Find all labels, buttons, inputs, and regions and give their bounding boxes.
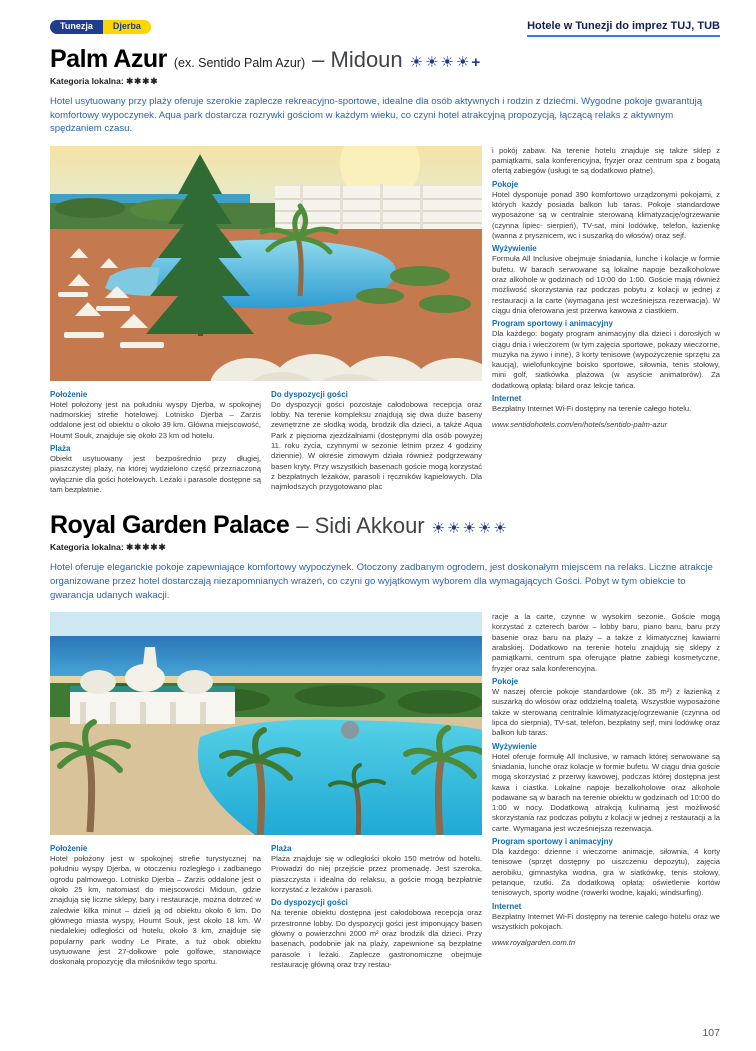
palm-azur-photo	[50, 146, 482, 381]
hotel-section-royal-garden	[50, 511, 720, 970]
local-category: Kategoria lokalna: ✱✱✱✱	[50, 76, 159, 86]
hotel-intro: Hotel usytuowany przy plaży oferuje szerokie zaplecze rekreacyjno-sportowe, idealne dla osób aktywnych i rodzin z dziećmi. Wygodne pokoje gwarantują komfortowy wypoczynek. Aqua park dostarcza rozrywki gościom w każdym wieku, co czyni hotel atrakcyjną propozycją, łączącą relaks z aktywnym spędzaniem czasu.	[50, 96, 703, 135]
continuation-text: racje a la carte, czynne w wysokim sezonie. Goście mogą korzystać z czterech barów – lobby baru, piano baru, baru przy basenie oraz baru na plaży – a także z klimatycznej kawiarni arabskiej. Dodatkowo na terenie hotelu znajdują się sklepy z pamiątkami, centrum spa oferujące płatne zabiegi kosmetyczne, fryzjer oraz sala konferencyjna.	[492, 612, 720, 673]
below-photo-columns	[50, 390, 482, 496]
section-heading: Pokoje	[492, 677, 519, 687]
sea	[50, 636, 482, 680]
section-text: Hotel dysponuje ponad 390 komfortowo urządzonymi pokojami, z których każdy posiada balkon lub taras. Pokoje standardowe wyposażone są w centralnie sterowaną klimatyzację/ogrzewanie (czynna lipiec- sierpień), TV-sat, mini lodówkę, telefon, łazienkę (wanna z prysznicem, wc i suszarką do włosów) oraz sejf.	[492, 189, 720, 241]
section-heading: Do dyspozycji gości	[271, 898, 348, 908]
header-title: Hotele w Tunezji do imprez TUJ, TUB	[527, 20, 720, 37]
section-text: Bezpłatny Internet Wi-Fi dostępny na terenie całego hotelu.	[492, 404, 692, 414]
hotel-name: Royal Garden Palace	[50, 511, 290, 540]
section-text: Formuła All Inclusive obejmuje śniadania, lunche i kolacje w formie bufetu. W barach serwowane są lokalne napoje bezalkoholowe oraz alkohole w godzinach od 10:00 do 1:00. Goście mają również możliwość skorzystania raz podczas pobytu z kolacji w jednej z restauracji a la carte (wymagana jest wcześniejsza rezerwacja). W ciągu dnia oferowana jest przerwa kawowa z ciastkiem.	[492, 254, 720, 315]
page-number: 107	[702, 1027, 720, 1039]
right-text-column	[492, 612, 720, 970]
hotel-content-grid	[50, 612, 720, 970]
section-heading: Plaża	[271, 844, 292, 854]
section-heading: Położenie	[50, 844, 88, 854]
category-stars: ✱✱✱✱	[126, 76, 159, 86]
section-heading: Pokoje	[492, 179, 519, 189]
section-heading: Położenie	[50, 389, 88, 399]
hotel-location: – Midoun	[312, 47, 403, 72]
hotel-location: – Sidi Akkour	[296, 513, 425, 539]
section-heading: Do dyspozycji gości	[271, 389, 348, 399]
section-heading: Internet	[492, 394, 522, 404]
section-heading: Internet	[492, 901, 522, 911]
region-tag: Djerba	[103, 20, 151, 34]
section-text: Dla każdego: bogaty program animacyjny dla dzieci i dorosłych w ciągu dnia i wieczorem (w tym zajęcia sportowe, pokazy wieczorne, muzyka na żywo i inne), 3 korty tenisowe (wypożyczenie sprzętu za kaucją), wielofunkcyjne boisko sportowe, siłownia, tenis stołowy, mini golf, siatkówka plażowa (w asyście animatorów). Za dodatkową opłatą: bilard oraz lekcje tańca.	[492, 329, 720, 390]
fountain-sphere	[341, 721, 359, 739]
left-area	[50, 612, 482, 970]
section-text: Na terenie obiektu dostępna jest całodobowa recepcja oraz przestronne lobby. Do dyspozycji gości jest imponujący basen główny o powierzchni 2000 m² oraz brodzik dla dzieci. Przy basenach, podobnie jak na plaży, zapewnione są bezpłatne parasole i leżaki. Zaplecze gastronomiczne obejmuje restaurację główną oraz trzy restau-	[271, 908, 482, 969]
column-polozenie-plaza	[50, 390, 261, 496]
hotel-website-link[interactable]: www.sentidohotels.com/en/hotels/sentido-palm-azur	[492, 420, 668, 430]
section-heading: Program sportowy i animacyjny	[492, 837, 613, 847]
section-text: W naszej ofercie pokoje standardowe (ok. 35 m²) z łazienką z suszarką do włosów oraz oddzielną toaletą. Wszystkie wyposażone także w sterowaną centralnie klimatyzację/ogrzewanie (czynna od lipca do sierpnia), TV-sat, telefon, bezpłatny sejf, mini lodówkę oraz balkon lub taras.	[492, 687, 720, 738]
hotel-ex-name: (ex. Sentido Palm Azur)	[173, 56, 306, 70]
rating-plus: +	[471, 54, 483, 71]
continuation-text: i pokój zabaw. Na terenie hotelu znajduje się także sklep z pamiątkami, sala konferencyjna, fryzjer oraz centrum spa z bogatą ofertą zabiegów (usługi te są dodatkowo płatne).	[492, 145, 720, 176]
hotel-content-grid	[50, 146, 720, 496]
destination-tags	[50, 20, 151, 34]
category-stars: ✱✱✱✱✱	[126, 542, 167, 553]
section-text: Obiekt usytuowany jest bezpośrednio przy długiej, piaszczystej plaży, na której wydzielono część przeznaczoną wyłącznie dla gości hotelowych. Leżaki i parasole dostępne są tam bezpłatnie.	[50, 454, 261, 495]
hotel-section-palm-azur	[50, 45, 720, 495]
sun-rating-icons: ☀☀☀☀+	[409, 54, 483, 71]
section-text: Bezpłatny Internet Wi-Fi dostępny na terenie całego hotelu oraz we wszystkich pokojach.	[492, 911, 720, 931]
country-tag: Tunezja	[50, 20, 103, 34]
section-text: Hotel położony jest na południu wyspy Djerba, w spokojnej nadmorskiej strefie hotelowej. Lotnisko Djerba – Zarzis oddalone jest od obiektu o około 39 km. Główna miejscowość, Houmt Souk, znajduje się około 23 km od hotelu.	[50, 399, 261, 440]
hotel-title-row	[50, 45, 720, 74]
below-photo-columns	[50, 844, 482, 970]
sun-rating-icons: ☀☀☀☀☀	[431, 520, 509, 538]
section-text: Hotel oferuje formułę All Inclusive, w ramach której serwowane są śniadania, lunche oraz kolacje w formie bufetu. W ciągu dnia goście mogą skorzystać z przerwy kawowej, podczas której dostępna jest kawa i ciastka. Lokalne napoje bezalkoholowe oraz alkohole podawane są w barach na terenie obiektu w godzinach od 10:00 do 1:00 w nocy. Dodatkową atrakcją kulinarną jest możliwość skorzystania raz podczas pobytu z kolacji w jednej z restauracji a la carte. Wymagana jest wcześniejsza rezerwacja.	[492, 751, 720, 833]
section-heading: Program sportowy i animacyjny	[492, 319, 613, 329]
hotel-intro: Hotel oferuje eleganckie pokoje zapewniające komfortowy wypoczynek. Otoczony zadbanym ogrodem, jest doskonałym miejscem na relaks. Liczne atrakcje organizowane przez hotel dostarczają niezapomnianych wrażeń, co czyni go wyjątkowym wyborem dla wymagających Gości. Pobyt w tym obiekcie to gwarancja udanych wakacji.	[50, 562, 713, 601]
column-plaza-dyspozycja	[271, 844, 482, 970]
page-header	[50, 20, 720, 37]
royal-garden-photo	[50, 612, 482, 835]
right-text-column	[492, 146, 720, 496]
column-do-dyspozycji	[271, 390, 482, 496]
section-heading: Wyżywienie	[492, 244, 537, 254]
section-heading: Wyżywienie	[492, 741, 537, 751]
hotel-name: Palm Azur	[50, 45, 167, 73]
section-text: Do dyspozycji gości pozostaje całodobowa recepcja oraz lobby. Na terenie kompleksu znajdują się dwa duże baseny zewnętrzne ze słodką wodą, brodzik dla dzieci, a także Aqua Park z pięcioma zjeżdżalniami (dostępnymi dla osób powyżej 11. roku życia, czynnymi w sezonie letnim przez 4 godziny dziennie). W okresie zimowym działa również podgrzewany basen kryty. Przy wszystkich basenach goście mogą korzystać z bezpłatnych leżaków, parasoli i ręczników kąpielowych. Dla najmłodszych przygotowano plac	[271, 399, 482, 492]
section-heading: Plaża	[50, 444, 71, 454]
section-text: Hotel położony jest w spokojnej strefie turystycznej na południu wyspy Djerba, w otoczeniu rozległego i zadbanego ogrodu palmowego. Lotnisko Djerba – Zarzis oddalone jest o około 25 km, natomiast do miejscowości Midoun, gdzie znajdują się liczne sklepy, bary i restauracje, można dotrzeć w zaledwie kilka minut – dzieli ją od obiektu około 6 km. Do głównego miasta wyspy, Houmt Souk, jest około 18 km. W niedalekiej odległości od hotelu, około 3 km, znajduje się popularny park wodny Le Pirate, a tuż obok obiektu usytuowane jest 27-dołkowe pole golfowe, stanowiące doskonałą propozycję dla miłośników tego sportu.	[50, 854, 261, 967]
section-text: Dla każdego: dzienne i wieczorne animacje, siłownia, 4 korty tenisowe (sprzęt dostępny po uiszczeniu depozytu), zajęcia aerobiku, gimnastyka wodna, gra w siatkówkę, tenis stołowy, petanque, rzutki. Za dodatkową opłatą: oświetlenie kortów tenisowych, sporty wodne (rowerki wodne, kajaki, windsurfing).	[492, 847, 720, 898]
column-polozenie	[50, 844, 261, 970]
hotel-website-link[interactable]: www.royalgarden.com.tn	[492, 938, 576, 948]
local-category: Kategoria lokalna: ✱✱✱✱✱	[50, 542, 167, 553]
section-text: Plaża znajduje się w odległości około 150 metrów od hotelu. Prowadzi do niej przejście przez promenadę. Jest szeroka, piaszczysta i idealna do relaksu, a goście mogą bezpłatnie korzystać z leżaków i parasoli.	[271, 854, 482, 895]
hotel-title-row	[50, 511, 720, 540]
left-area	[50, 146, 482, 496]
